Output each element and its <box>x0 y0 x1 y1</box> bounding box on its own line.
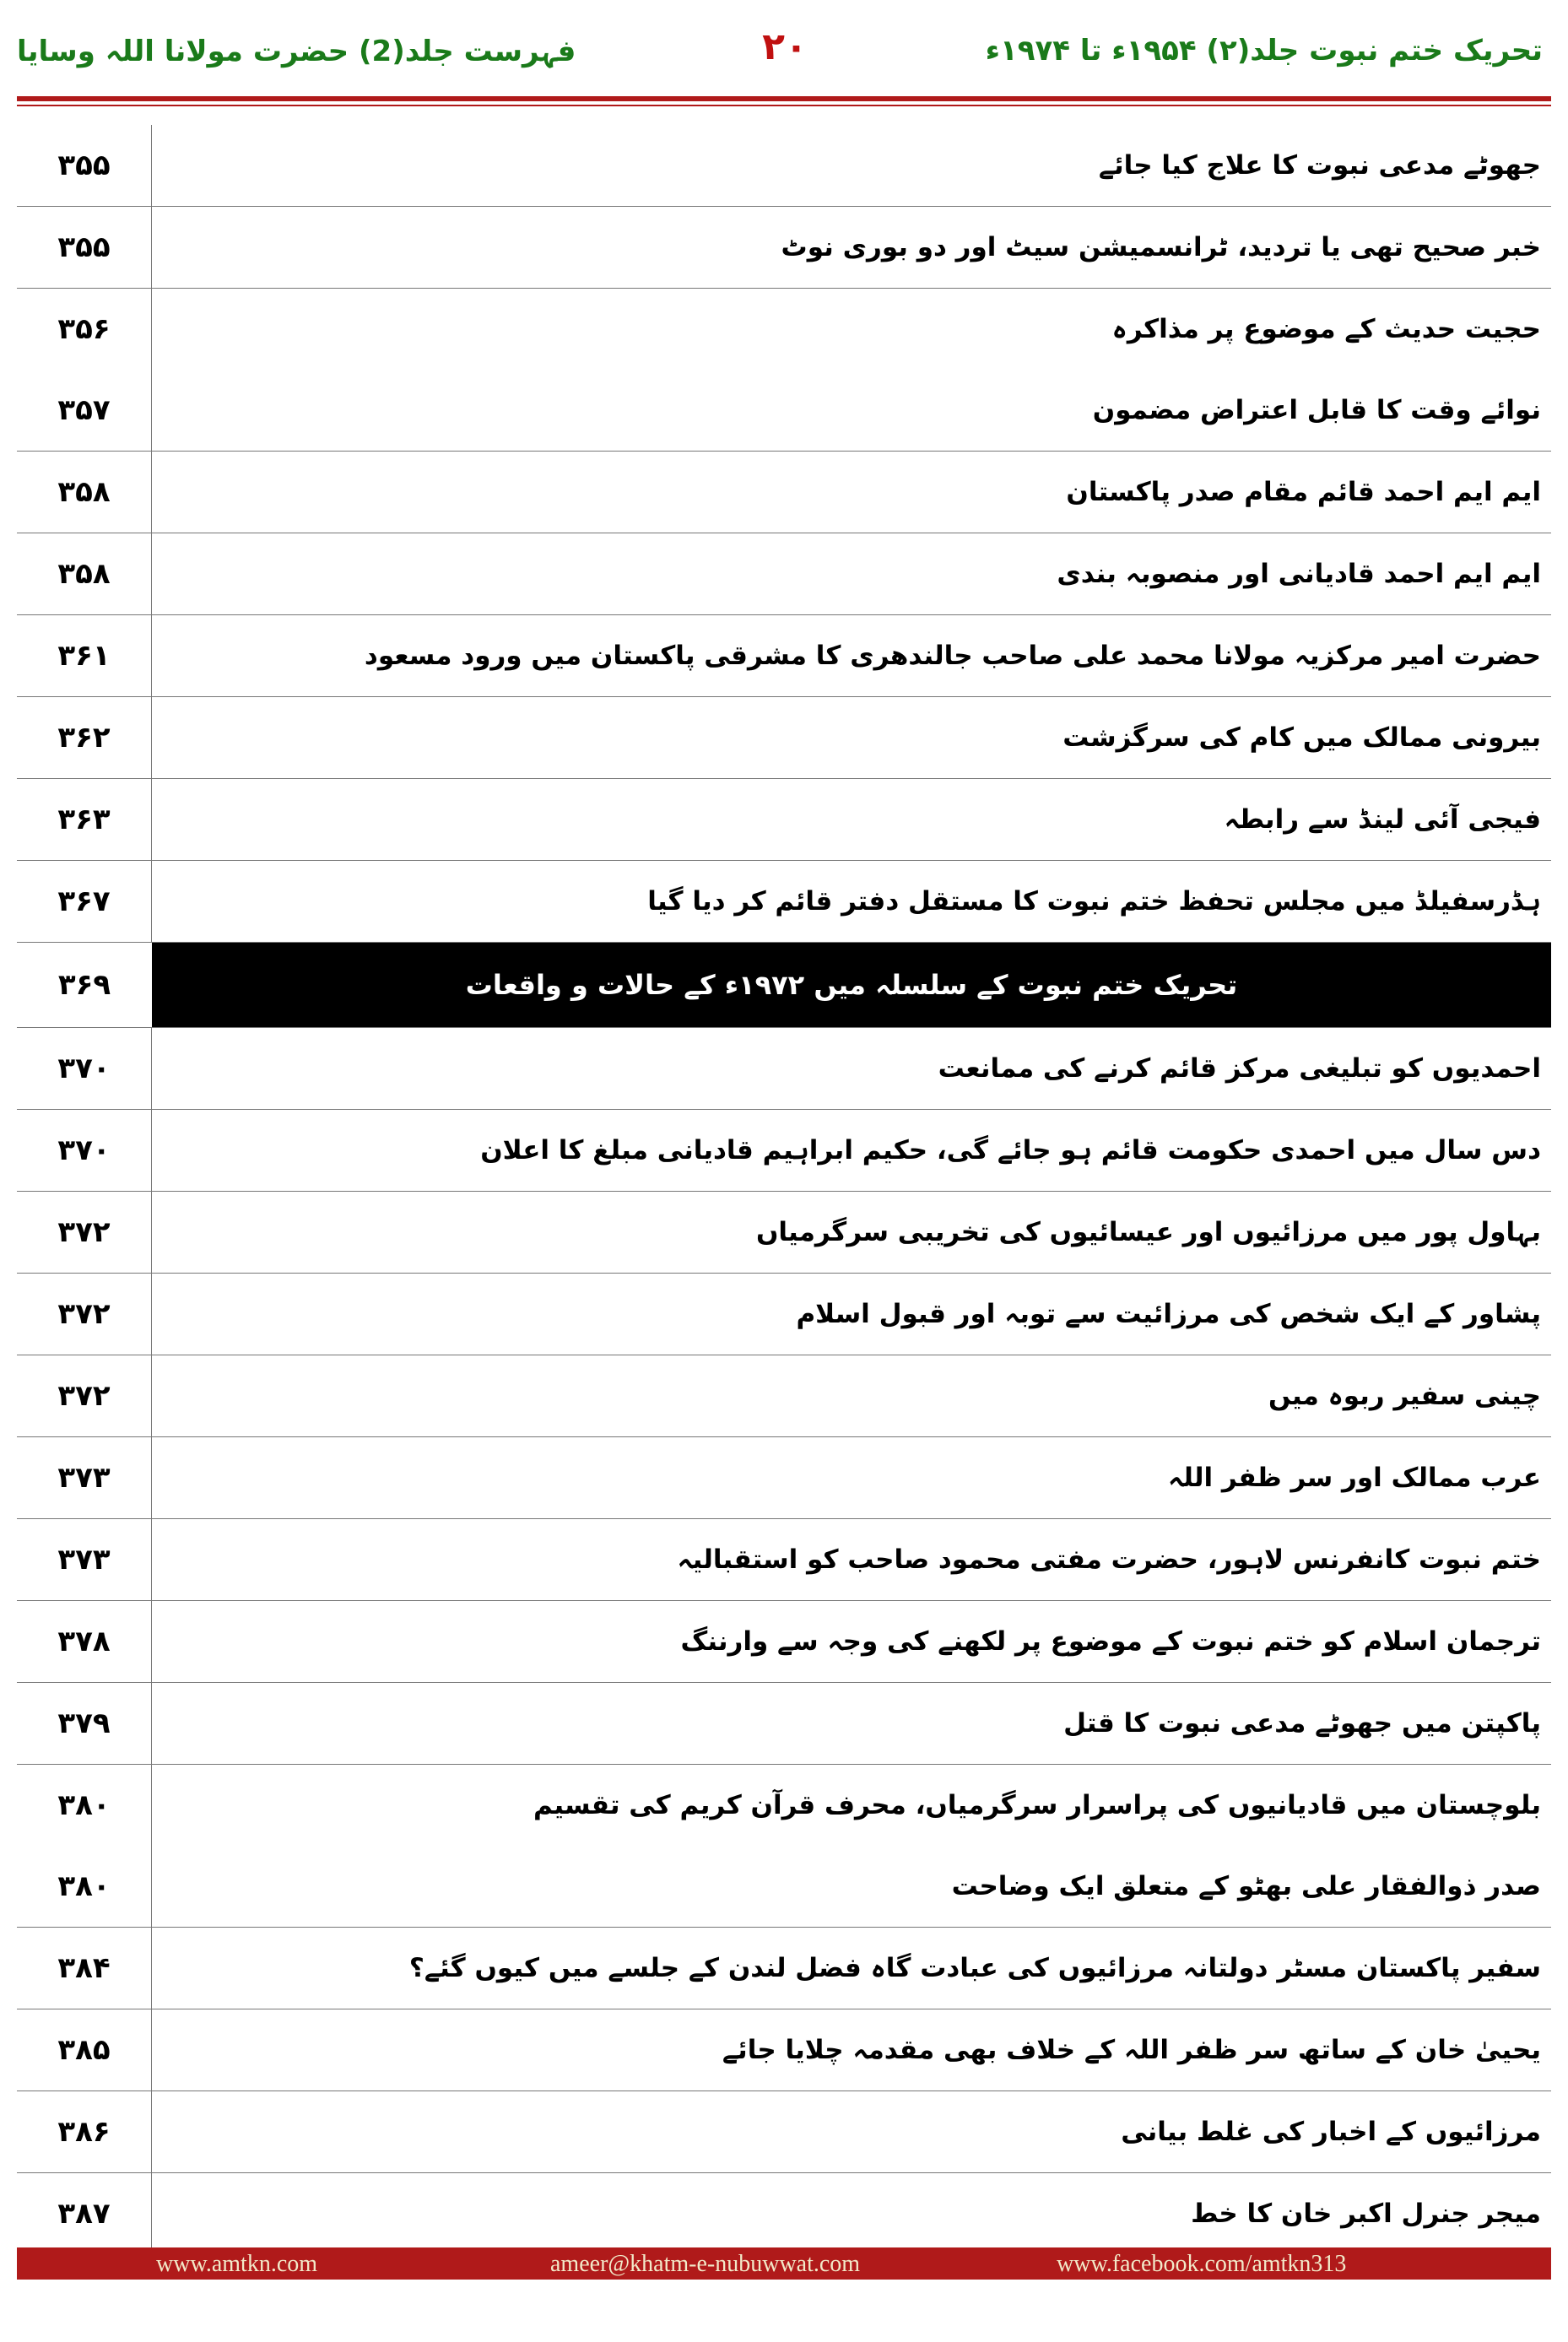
toc-row <box>17 1355 1551 1437</box>
toc-page-number: ۳۷۰ <box>17 1110 152 1191</box>
toc-page-number: ۳۸۰ <box>17 1765 152 1846</box>
toc-row <box>17 1683 1551 1765</box>
toc-row <box>17 861 1551 943</box>
page-footer <box>17 2247 1551 2280</box>
toc-entry-title: چینی سفیر ربوہ میں <box>1268 1381 1541 1411</box>
toc-entry-title: یحییٰ خان کے ساتھ سر ظفر اللہ کے خلاف بھی مقدمہ چلایا جائے <box>722 2035 1541 2065</box>
toc-row <box>17 615 1551 697</box>
toc-page-number: ۳۷۳ <box>17 1437 152 1518</box>
toc-entry-title: جھوٹے مدعی نبوت کا علاج کیا جائے <box>1098 150 1541 181</box>
toc-page-number: ۳۵۵ <box>17 207 152 288</box>
toc-page-number: ۳۶۱ <box>17 615 152 696</box>
toc-entry-title: خبر صحیح تھی یا تردید، ٹرانسمیشن سیٹ اور دو بوری نوٹ <box>781 232 1541 262</box>
toc-row <box>17 452 1551 533</box>
toc-page-number: ۳۸۵ <box>17 2009 152 2090</box>
toc-page-number: ۳۸۷ <box>17 2173 152 2254</box>
toc-page-number: ۳۷۲ <box>17 1274 152 1355</box>
toc-page-number: ۳۶۳ <box>17 779 152 860</box>
toc-page-number: ۳۵۸ <box>17 533 152 614</box>
toc-entry-title: ایم ایم احمد قائم مقام صدر پاکستان <box>1066 477 1541 507</box>
toc-entry-title: صدر ذوالفقار علی بھٹو کے متعلق ایک وضاحت <box>951 1871 1541 1901</box>
toc-entry-title: پشاور کے ایک شخص کی مرزائیت سے توبہ اور قبول اسلام <box>796 1299 1541 1329</box>
toc-row <box>17 1601 1551 1683</box>
toc-row <box>17 1928 1551 2009</box>
toc-entry-title: حجیت حدیث کے موضوع پر مذاکرہ <box>1111 314 1541 344</box>
toc-row <box>17 2009 1551 2091</box>
toc-page-number: ۳۶۹ <box>17 943 152 1027</box>
toc-page-number: ۳۵۶ <box>17 289 152 370</box>
toc-page-number: ۳۶۲ <box>17 697 152 778</box>
toc-page-number: ۳۷۳ <box>17 1519 152 1600</box>
toc-row <box>17 2091 1551 2173</box>
toc-page-number: ۳۶۷ <box>17 861 152 942</box>
toc-row <box>17 2173 1551 2255</box>
toc-row <box>17 533 1551 615</box>
toc-row <box>17 779 1551 861</box>
toc-row <box>17 1765 1551 1846</box>
toc-entry-title: ہڈرسفیلڈ میں مجلس تحفظ ختم نبوت کا مستقل دفتر قائم کر دیا گیا <box>647 886 1541 917</box>
index-title: فہرست جلد(2) حضرت مولانا اللہ وسایا <box>17 35 576 68</box>
book-title: تحریک ختم نبوت جلد(۲) ۱۹۵۴ء تا ۱۹۷۴ء <box>985 34 1543 68</box>
toc-entry-title: عرب ممالک اور سر ظفر اللہ <box>1168 1463 1541 1493</box>
toc-page-number: ۳۷۰ <box>17 1028 152 1109</box>
toc-row <box>17 289 1551 370</box>
page-number: ۲۰ <box>762 25 808 68</box>
toc-row <box>17 1437 1551 1519</box>
toc-entry-title: دس سال میں احمدی حکومت قائم ہو جائے گی، حکیم ابراہیم قادیانی مبلغ کا اعلان <box>480 1135 1541 1166</box>
toc-entry-title: ایم ایم احمد قادیانی اور منصوبہ بندی <box>1057 559 1541 589</box>
toc-page-number: ۳۸۰ <box>17 1846 152 1927</box>
website-link[interactable]: www.amtkn.com <box>156 2251 318 2277</box>
toc-entry-title: مرزائیوں کے اخبار کی غلط بیانی <box>1121 2117 1541 2147</box>
toc-page-number: ۳۷۹ <box>17 1683 152 1764</box>
toc-page-number: ۳۵۵ <box>17 125 152 206</box>
toc-entry-title: ختم نبوت کانفرنس لاہور، حضرت مفتی محمود صاحب کو استقبالیہ <box>677 1544 1541 1575</box>
toc-page-number: ۳۵۸ <box>17 452 152 533</box>
toc-entry-title: بلوچستان میں قادیانیوں کی پراسرار سرگرمیاں، محرف قرآن کریم کی تقسیم <box>533 1790 1541 1820</box>
toc-entry-title: بہاول پور میں مرزائیوں اور عیسائیوں کی تخریبی سرگرمیاں <box>755 1217 1541 1247</box>
toc-row <box>17 125 1551 207</box>
toc-page-number: ۳۷۲ <box>17 1355 152 1436</box>
section-title: تحریک ختم نبوت کے سلسلہ میں ۱۹۷۲ء کے حالات و واقعات <box>465 969 1238 1001</box>
toc-row <box>17 1028 1551 1110</box>
toc-page-number: ۳۸۶ <box>17 2091 152 2172</box>
toc-row <box>17 1519 1551 1601</box>
page-header <box>0 0 1568 97</box>
toc-entry-title: فیجی آئی لینڈ سے رابطہ <box>1224 804 1541 835</box>
email-link[interactable]: ameer@khatm-e-nubuwwat.com <box>550 2251 861 2277</box>
table-of-contents <box>17 125 1551 2255</box>
toc-entry-title: ترجمان اسلام کو ختم نبوت کے موضوع پر لکھنے کی وجہ سے وارننگ <box>680 1626 1541 1657</box>
section-heading-row <box>17 943 1551 1028</box>
facebook-link[interactable]: www.facebook.com/amtkn313 <box>1057 2251 1347 2277</box>
toc-page-number: ۳۷۸ <box>17 1601 152 1682</box>
toc-page-number: ۳۵۷ <box>17 370 152 451</box>
toc-entry-title: احمدیوں کو تبلیغی مرکز قائم کرنے کی ممانعت <box>938 1053 1541 1084</box>
toc-row <box>17 1274 1551 1355</box>
toc-row <box>17 1110 1551 1192</box>
toc-entry-title: نوائے وقت کا قابل اعتراض مضمون <box>1092 395 1541 425</box>
toc-row <box>17 1846 1551 1928</box>
toc-entry-title: بیرونی ممالک میں کام کی سرگزشت <box>1062 722 1541 753</box>
header-rule <box>17 96 1551 101</box>
toc-entry-title: حضرت امیر مرکزیہ مولانا محمد علی صاحب جالندھری کا مشرقی پاکستان میں ورود مسعود <box>364 641 1541 671</box>
header-rule-thin <box>17 105 1551 106</box>
toc-entry-title: پاکپتن میں جھوٹے مدعی نبوت کا قتل <box>1063 1708 1541 1739</box>
toc-row <box>17 697 1551 779</box>
toc-entry-title: میجر جنرل اکبر خان کا خط <box>1191 2199 1541 2229</box>
toc-row <box>17 207 1551 289</box>
toc-entry-title: سفیر پاکستان مسٹر دولتانہ مرزائیوں کی عبادت گاہ فضل لندن کے جلسے میں کیوں گئے؟ <box>408 1953 1541 1983</box>
toc-page-number: ۳۷۲ <box>17 1192 152 1273</box>
toc-row <box>17 1192 1551 1274</box>
toc-page-number: ۳۸۴ <box>17 1928 152 2009</box>
toc-row <box>17 370 1551 452</box>
